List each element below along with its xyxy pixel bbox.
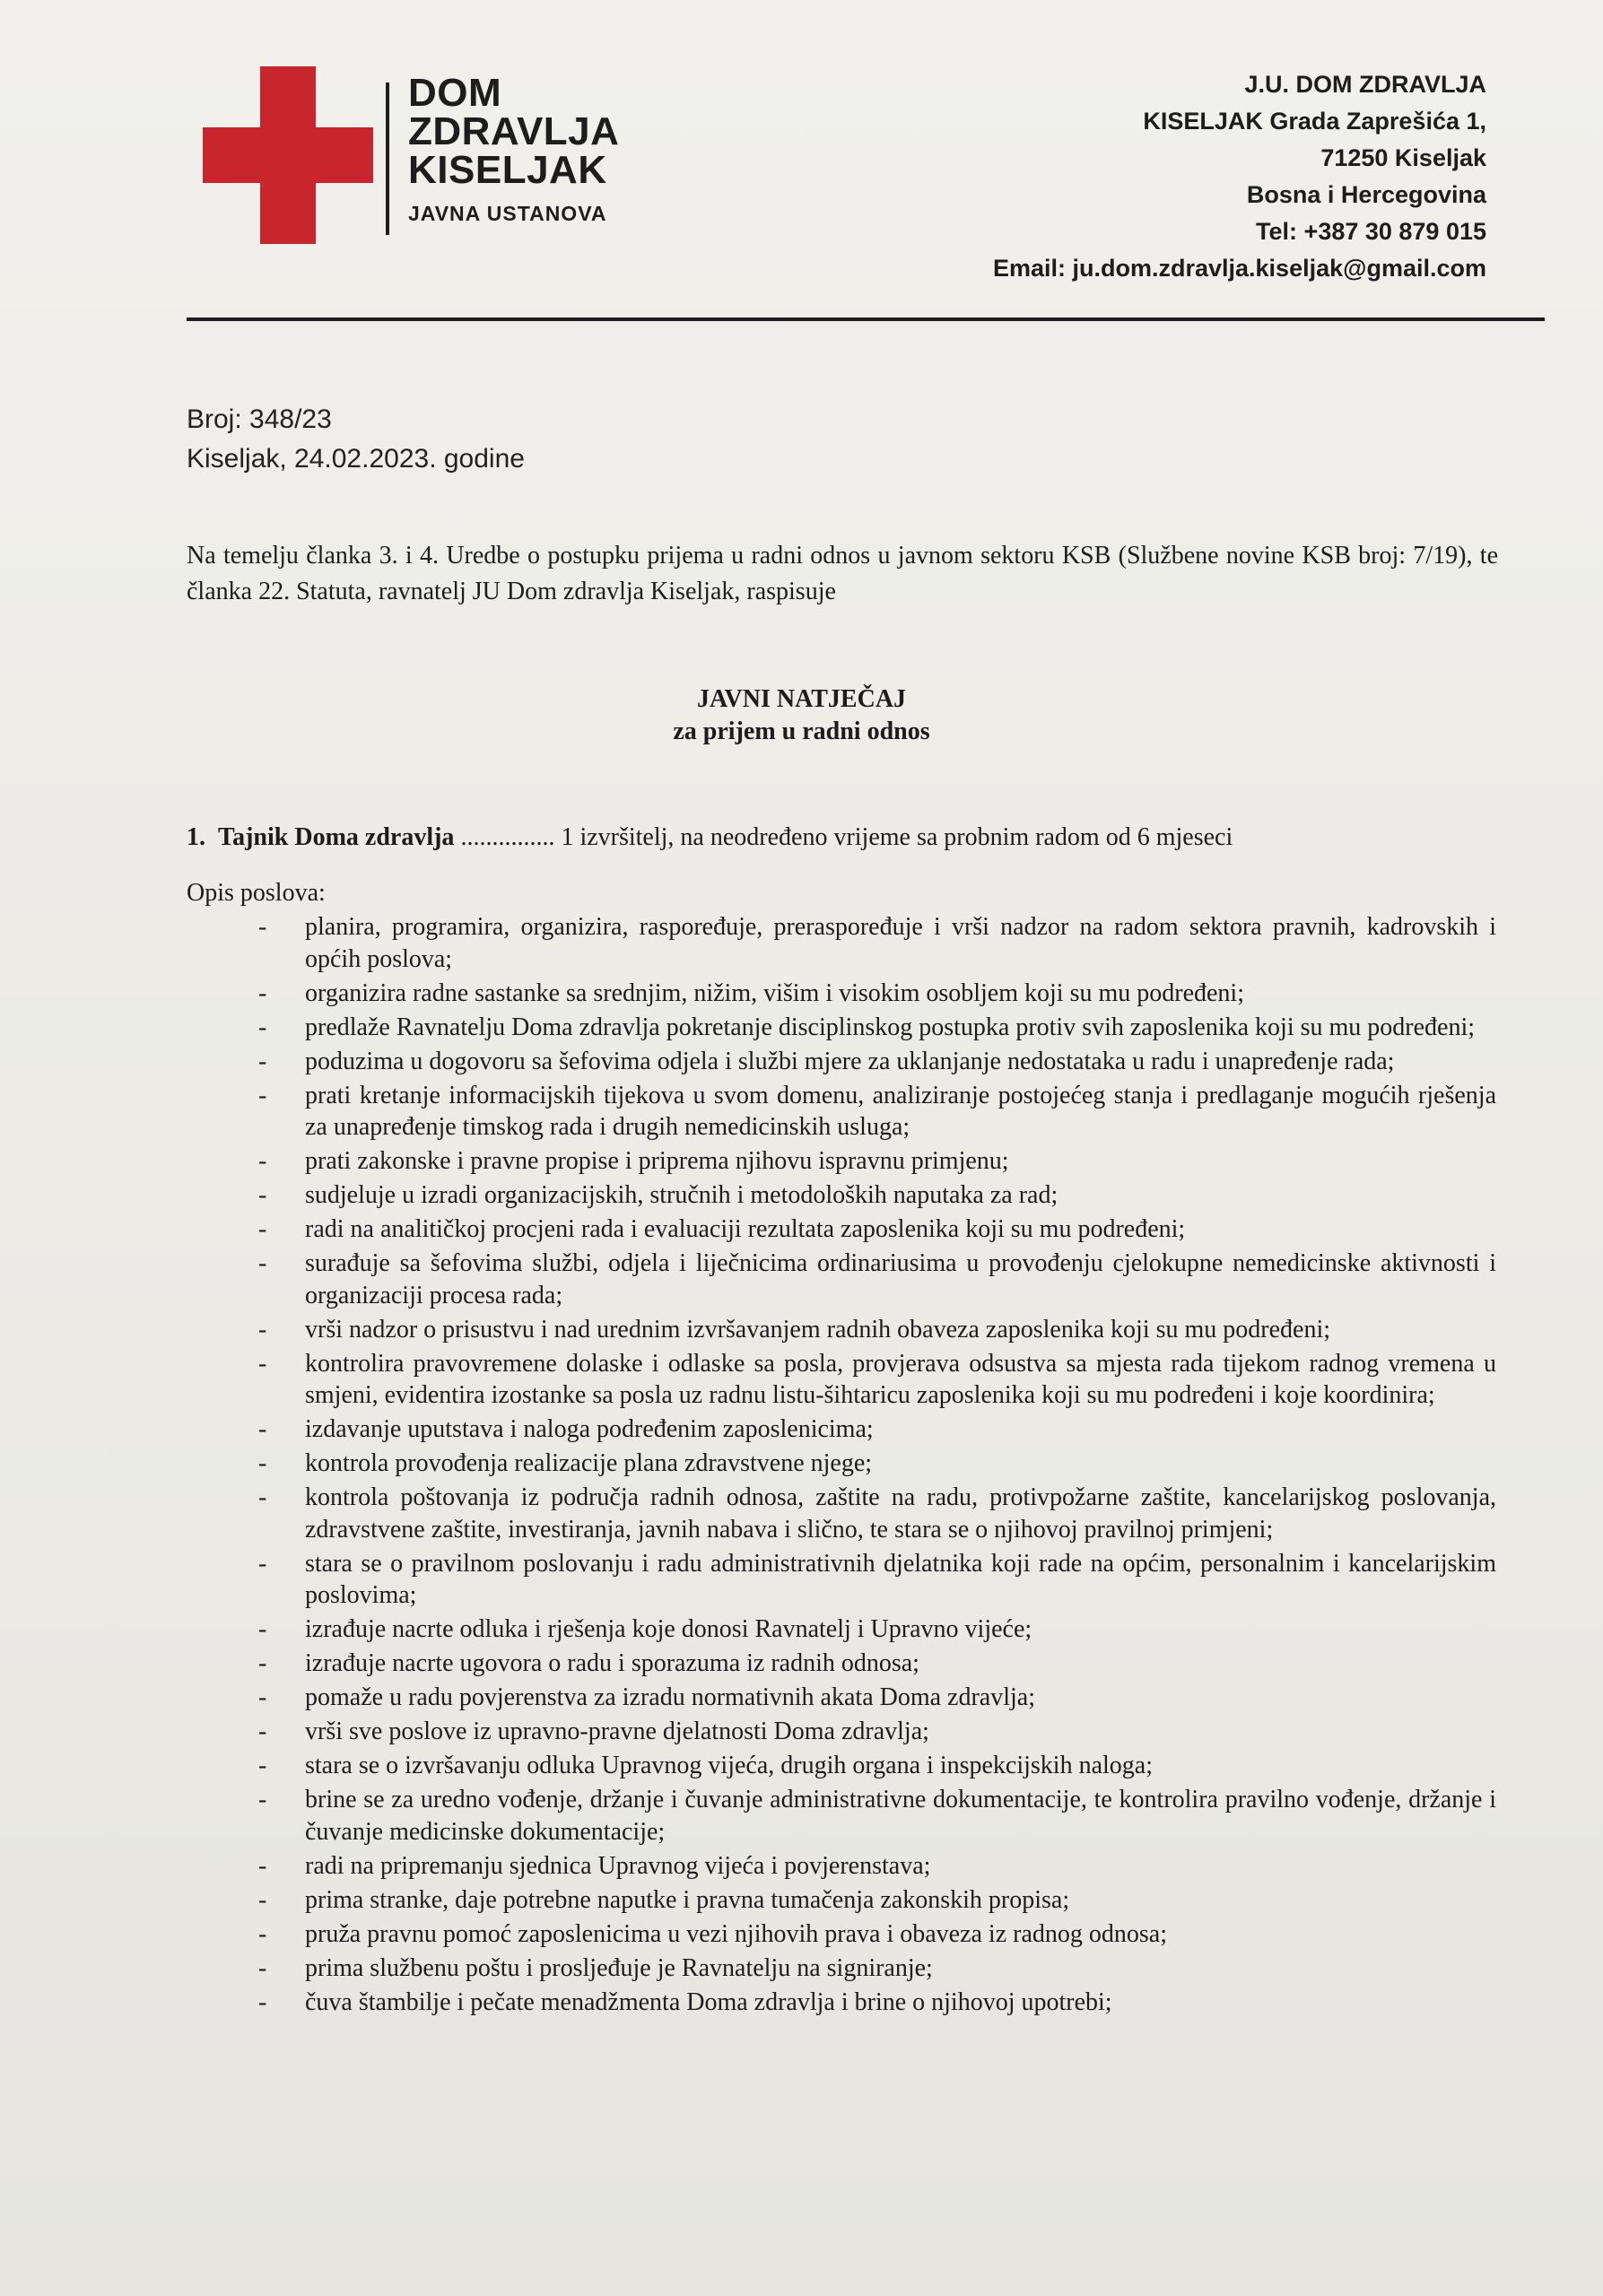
contact-line: J.U. DOM ZDRAVLJA (1244, 71, 1486, 98)
contact-line: KISELJAK Grada Zaprešića 1, (1143, 108, 1486, 135)
duty-bullet: - (258, 1047, 267, 1075)
position-number: 1. (187, 823, 205, 851)
duty-item (258, 1716, 1496, 1748)
duty-text: radi na pripremanju sjednica Upravnog vijeća i povjerenstava; (305, 1851, 931, 1880)
document-meta (187, 400, 525, 479)
duty-text: stara se o pravilnom poslovanju i radu administrativnih djelatnika koji rade na općim, personalnim i kancelarijskim poslovima; (305, 1549, 1496, 1609)
duty-text: pruža pravnu pomoć zaposlenicima u vezi njihovih prava i obaveza iz radnog odnosa; (305, 1919, 1167, 1948)
duty-bullet: - (258, 1449, 267, 1477)
duty-item (258, 1248, 1496, 1311)
duty-bullet: - (258, 1683, 267, 1711)
duty-text: kontrola provođenja realizacije plana zdravstvene njege; (305, 1449, 873, 1477)
duty-text: vrši nadzor o prisustvu i nad urednim izvršavanjem radnih obaveza zaposlenika koji su mu podređeni; (305, 1315, 1331, 1344)
duty-item (258, 1012, 1496, 1044)
contact-email: Email: ju.dom.zdravlja.kiseljak@gmail.com (992, 255, 1486, 282)
duty-bullet: - (258, 913, 267, 941)
duty-bullet: - (258, 1752, 267, 1779)
red-cross-logo-icon (203, 66, 373, 244)
duty-item (258, 1952, 1496, 1985)
duty-item (258, 978, 1496, 1010)
duty-text: izdavanje uputstava i naloga podređenim zaposlenicima; (305, 1415, 874, 1443)
duty-text: poduzima u dogovoru sa šefovima odjela i službi mjere za uklanjanje nedostataka u radu i unapređenje rada; (305, 1047, 1395, 1075)
position-heading (187, 820, 1233, 856)
duty-item (258, 1884, 1496, 1917)
duty-bullet: - (258, 1081, 267, 1109)
logo-line-1: DOM (408, 71, 502, 115)
document-number: Broj: 348/23 (187, 404, 332, 434)
duty-text: kontrola poštovanja iz područja radnih odnosa, zaštite na radu, protivpožarne zaštite, kancelarijskog poslovanja, zdravstvene zaštite, investiranja, javnih nabava i slično, te stara se o njihovoj pravilnoj primjeni; (305, 1483, 1496, 1544)
logo-divider (386, 83, 389, 235)
duty-item (258, 1213, 1496, 1246)
duty-text: prima stranke, daje potrebne naputke i pravna tumačenja zakonskih propisa; (305, 1885, 1070, 1914)
duty-text: vrši sve poslove iz upravno-pravne djelatnosti Doma zdravlja; (305, 1718, 929, 1745)
duty-item (258, 1613, 1496, 1646)
duty-text: stara se o izvršavanju odluka Upravnog vijeća, drugih organa i inspekcijskih naloga; (305, 1752, 1153, 1779)
duty-item (258, 911, 1496, 975)
duty-bullet: - (258, 978, 267, 1007)
contact-line: 71250 Kiseljak (1320, 144, 1486, 171)
duty-bullet: - (258, 1786, 267, 1813)
duty-text: predlaže Ravnatelju Doma zdravlja pokretanje disciplinskog postupka protiv svih zaposlenika koji su mu podređeni; (305, 1013, 1476, 1041)
duty-bullet: - (258, 1013, 267, 1041)
document-subtitle: za prijem u radni odnos (673, 718, 930, 745)
logo-line-3: KISELJAK (408, 148, 607, 192)
duty-item (258, 1648, 1496, 1680)
duty-item (258, 1448, 1496, 1480)
duty-text: pomaže u radu povjerenstva za izradu normativnih akata Doma zdravlja; (305, 1683, 1035, 1711)
position-name: Tajnik Doma zdravlja (218, 823, 455, 851)
duty-item (258, 1682, 1496, 1714)
duty-text: prati kretanje informacijskih tijekova u svom domenu, analiziranje postojećeg stanja i predlaganje mogućih rješenja za unapređenje timskog rada i drugih nemedicinskih usluga; (305, 1081, 1496, 1141)
duty-text: izrađuje nacrte odluka i rješenja koje donosi Ravnatelj i Upravno vijeće; (305, 1615, 1032, 1643)
duty-text: izrađuje nacrte ugovora o radu i sporazuma iz radnih odnosa; (305, 1649, 919, 1677)
duty-bullet: - (258, 1147, 267, 1175)
document-place-date: Kiseljak, 24.02.2023. godine (187, 444, 525, 474)
duty-text: čuva štambilje i pečate menadžmenta Doma zdravlja i brine o njihovoj upotrebi; (305, 1987, 1112, 2016)
position-details: 1 izvršitelj, na neodređeno vrijeme sa probnim radom od 6 mjeseci (561, 823, 1233, 851)
duty-text: planira, programira, organizira, raspoređuje, preraspoređuje i vrši nadzor na radom sektora pravnih, kadrovskih i općih poslova; (305, 913, 1496, 973)
duty-item (258, 1314, 1496, 1346)
duty-item (258, 1179, 1496, 1212)
duty-text: brine se za uredno vođenje, držanje i čuvanje administrativne dokumentacije, te kontrolira pravilno vođenje, držanje i čuvanje medicinske dokumentacije; (305, 1786, 1496, 1846)
contact-line: Bosna i Hercegovina (1246, 181, 1486, 208)
duty-bullet: - (258, 1483, 267, 1511)
duty-bullet: - (258, 1885, 267, 1914)
header-rule (187, 317, 1545, 321)
duty-text: prima službenu poštu i prosljeđuje je Ravnatelju na signiranje; (305, 1953, 933, 1982)
duty-bullet: - (258, 1315, 267, 1344)
duty-item (258, 1850, 1496, 1883)
duty-item (258, 1080, 1496, 1144)
duty-item (258, 1987, 1496, 2019)
duty-bullet: - (258, 1649, 267, 1677)
duty-item (258, 1750, 1496, 1782)
duty-text: radi na analitičkoj procjeni rada i evaluaciji rezultata zaposlenika koji su mu podređeni; (305, 1215, 1186, 1243)
duty-text: surađuje sa šefovima službi, odjela i liječnicima ordinariusima u provođenju cjelokupne nemedicinske aktivnosti i organizaciji procesa rada; (305, 1249, 1496, 1309)
duty-item (258, 1784, 1496, 1848)
duty-text: sudjeluje u izradi organizacijskih, stručnih i metodoloških naputaka za rad; (305, 1181, 1059, 1209)
duties-list (258, 911, 1496, 2021)
description-label: Opis poslova: (187, 879, 326, 907)
duty-bullet: - (258, 1851, 267, 1880)
duty-item (258, 1482, 1496, 1545)
duty-item (258, 1046, 1496, 1078)
duty-item (258, 1348, 1496, 1412)
duty-bullet: - (258, 1349, 267, 1378)
duty-item (258, 1548, 1496, 1612)
position-dots: ............... (454, 823, 562, 851)
duty-bullet: - (258, 1987, 267, 2016)
duty-item (258, 1918, 1496, 1951)
contact-phone: Tel: +387 30 879 015 (1256, 218, 1486, 245)
duty-bullet: - (258, 1953, 267, 1982)
duty-bullet: - (258, 1549, 267, 1578)
logo-subtitle: JAVNA USTANOVA (408, 202, 607, 225)
duty-bullet: - (258, 1181, 267, 1209)
duty-bullet: - (258, 1415, 267, 1443)
duty-text: organizira radne sastanke sa srednjim, nižim, višim i visokim osobljem koji su mu podređeni; (305, 978, 1244, 1007)
logo-text (408, 71, 620, 226)
duty-text: kontrolira pravovremene dolaske i odlaske sa posla, provjerava odsustva sa mjesta rada tijekom radnog vremena u smjeni, evidentira izostanke sa posla uz radnu listu-šihtaricu zaposlenika koji su mu podređeni i koje koordinira; (305, 1349, 1496, 1409)
document-title: JAVNI NATJEČAJ (696, 685, 907, 713)
duty-bullet: - (258, 1215, 267, 1243)
duty-bullet: - (258, 1718, 267, 1745)
duty-bullet: - (258, 1249, 267, 1277)
duty-item (258, 1145, 1496, 1178)
contact-block (993, 66, 1486, 287)
intro-paragraph: Na temelju članka 3. i 4. Uredbe o postupku prijema u radni odnos u javnom sektoru KSB (Službene novine KSB broj: 7/19), te članka 22. Statuta, ravnatelj JU Dom zdravlja Kiseljak, raspisuje (187, 542, 1498, 605)
duty-bullet: - (258, 1615, 267, 1643)
logo-line-2: ZDRAVLJA (408, 109, 620, 153)
duty-bullet: - (258, 1919, 267, 1948)
duty-item (258, 1413, 1496, 1446)
duty-text: prati zakonske i pravne propise i priprema njihovu ispravnu primjenu; (305, 1147, 1009, 1175)
